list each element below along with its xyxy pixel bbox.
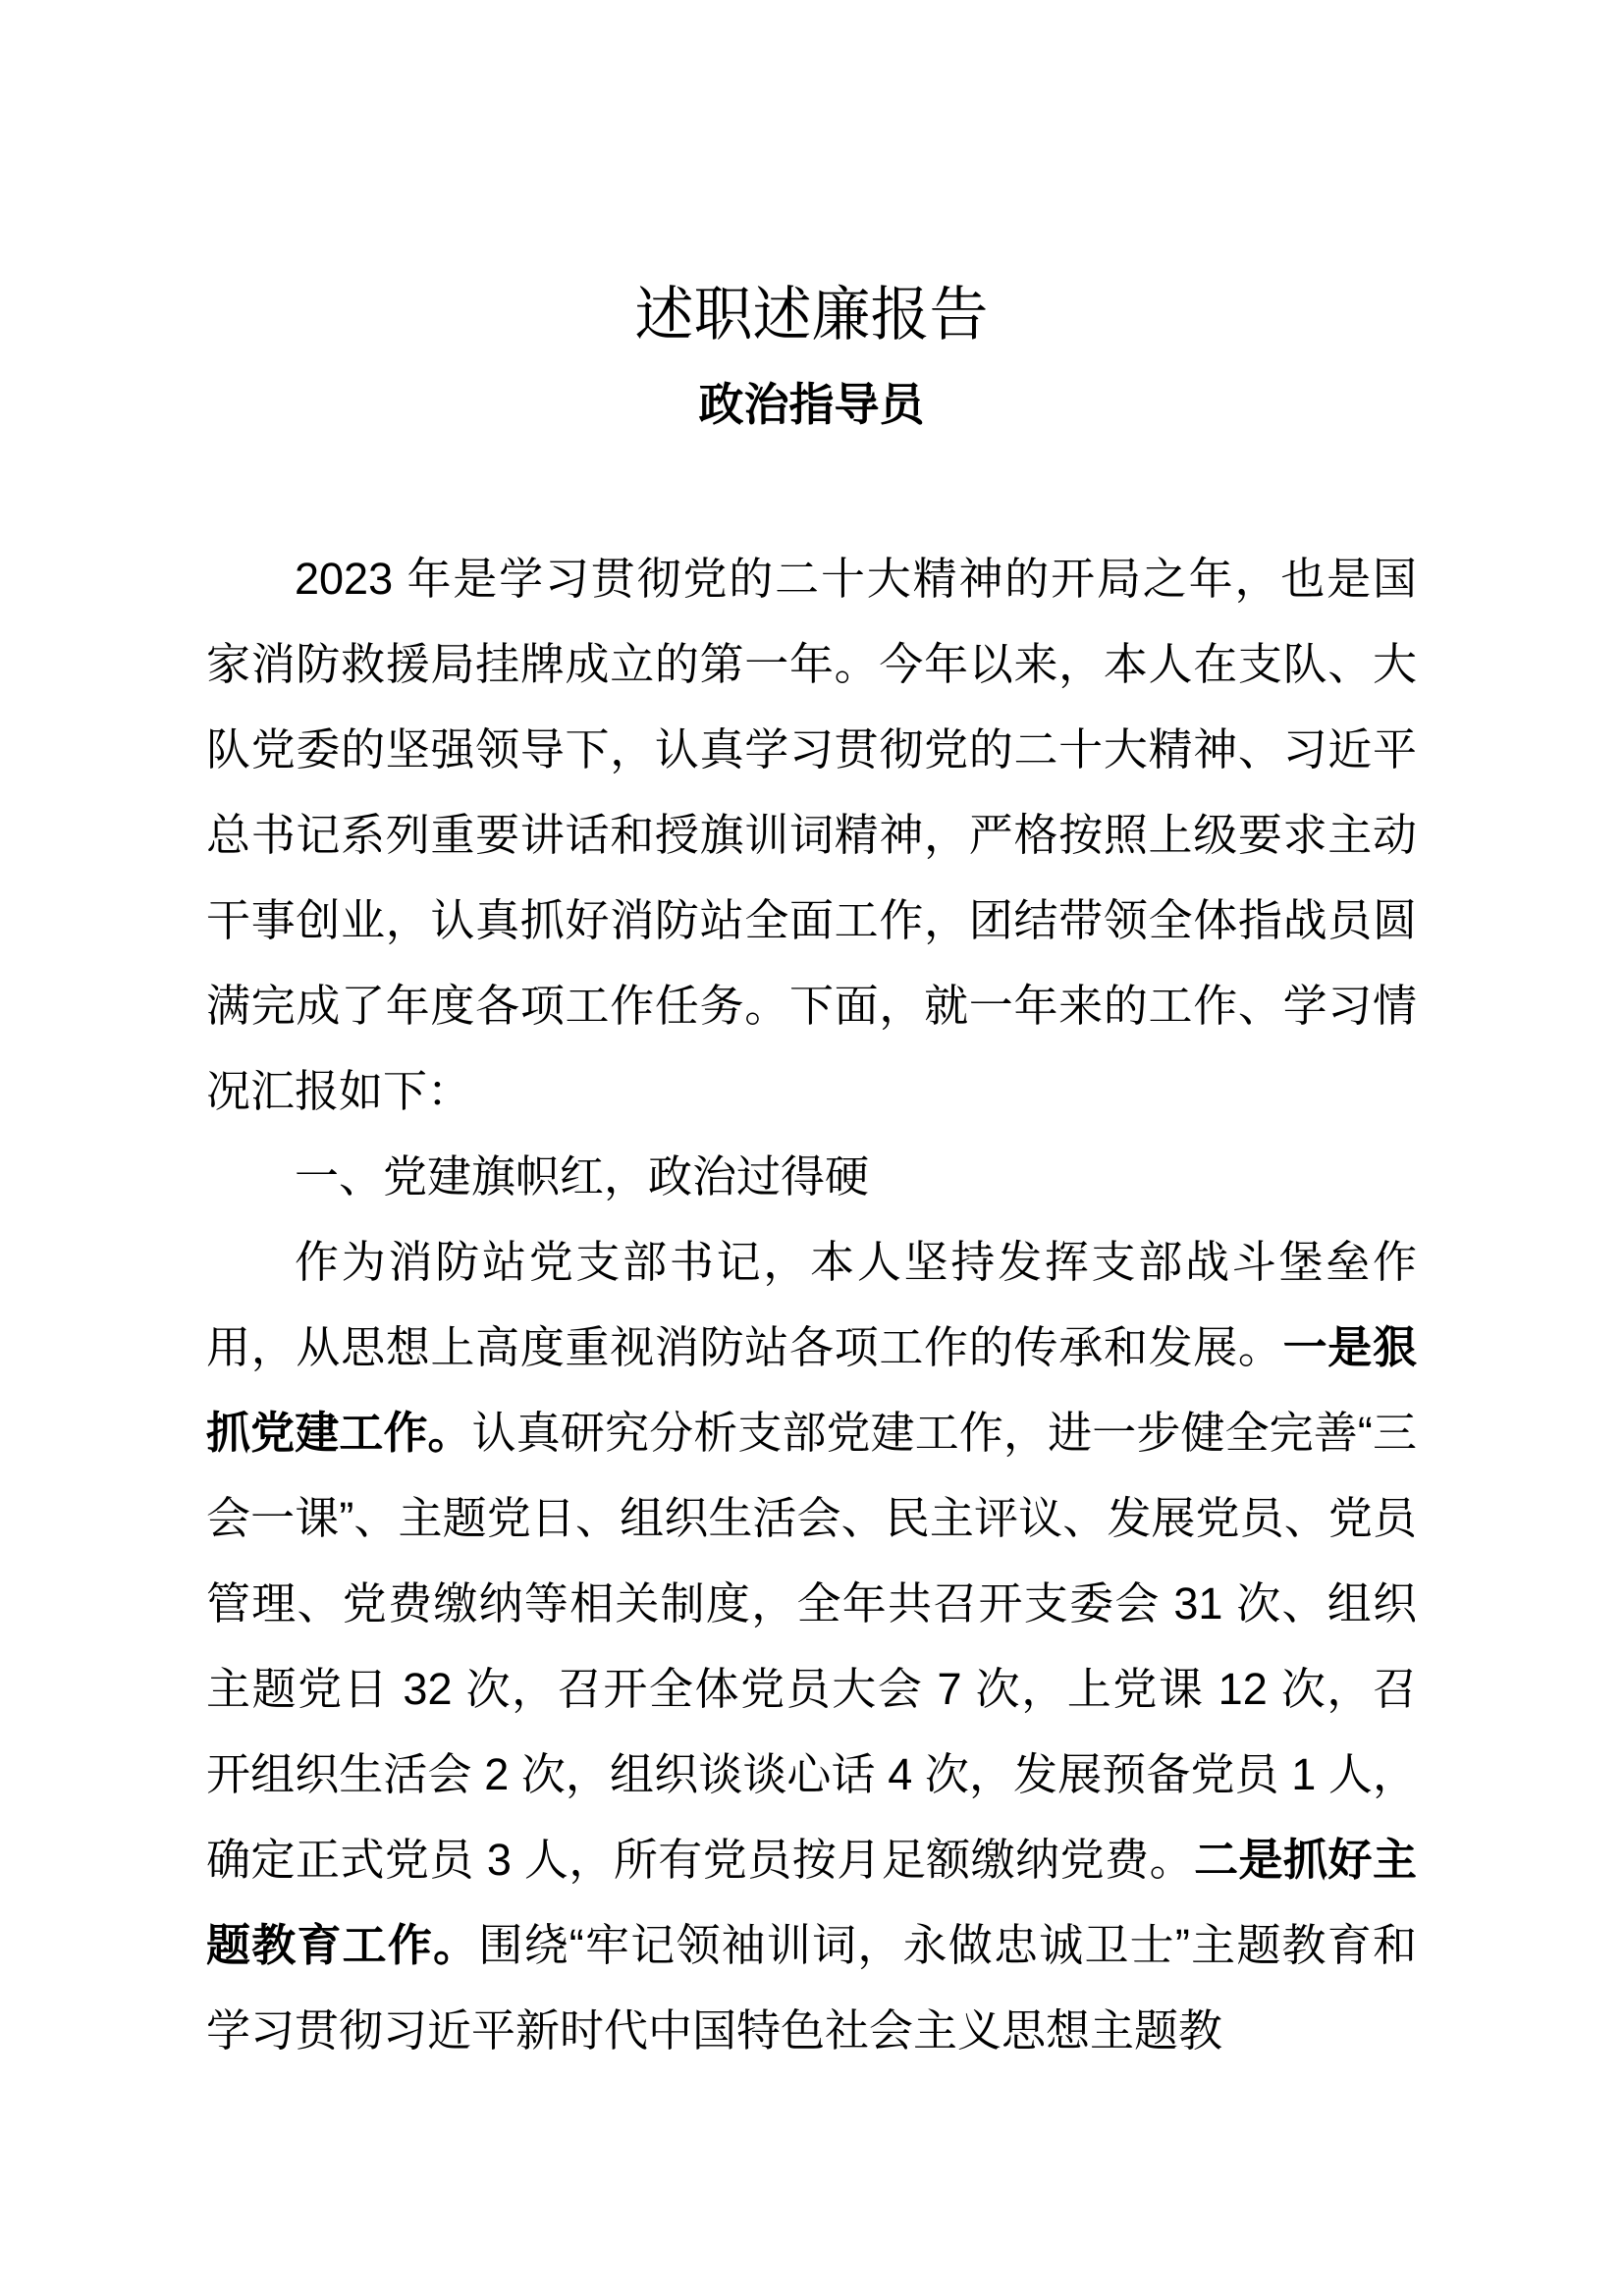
text-run: 认真研究分析支部党建工作，进一步健全完善“三会一课”、主题党日、组织生活会、民主评议、发展党员、党员管理、党费缴纳等相关制度，全年共召开支委会 31 次、组织主题党日 32 次，召开全体党员大会 7 次，上党课 12 次，召开组织生活会 2 次，组织谈谈心话 4 次，发展预备党员 1 人，确定正式党员 3 人，所有党员按月足额缴纳党费。 (206, 1408, 1417, 1885)
paragraph (206, 536, 1417, 1134)
bold-text-run: 一是狠抓党建工作。 (206, 1322, 1417, 1458)
document-subtitle: 政治指导员 (698, 379, 925, 430)
bold-text-run: 二是抓好主题教育工作。 (206, 1835, 1417, 1970)
section-heading (206, 1134, 1417, 1219)
paragraph (206, 1219, 1417, 2073)
text-run: 2023 年是学习贯彻党的二十大精神的开局之年，也是国家消防救援局挂牌成立的第一年。今年以来，本人在支队、大队党委的坚强领导下，认真学习贯彻党的二十大精神、习近平总书记系列重要讲话和授旗训词精神，严格按照上级要求主动干事创业，认真抓好消防站全面工作，团结带领全体指战员圆满完成了年度各项工作任务。下面，就一年来的工作、学习情况汇报如下： (206, 554, 1417, 1116)
document-title: 述职述廉报告 (634, 282, 989, 347)
text-run: 作为消防站党支部书记，本人坚持发挥支部战斗堡垒作用，从思想上高度重视消防站各项工作的传承和发展。 (206, 1237, 1417, 1372)
document-body (206, 536, 1417, 2073)
text-run: 一、党建旗帜红，政治过得硬 (295, 1151, 870, 1201)
text-run: 围绕“牢记领袖训词，永做忠诚卫士”主题教育和学习贯彻习近平新时代中国特色社会主义思想主题教 (206, 1920, 1417, 2056)
